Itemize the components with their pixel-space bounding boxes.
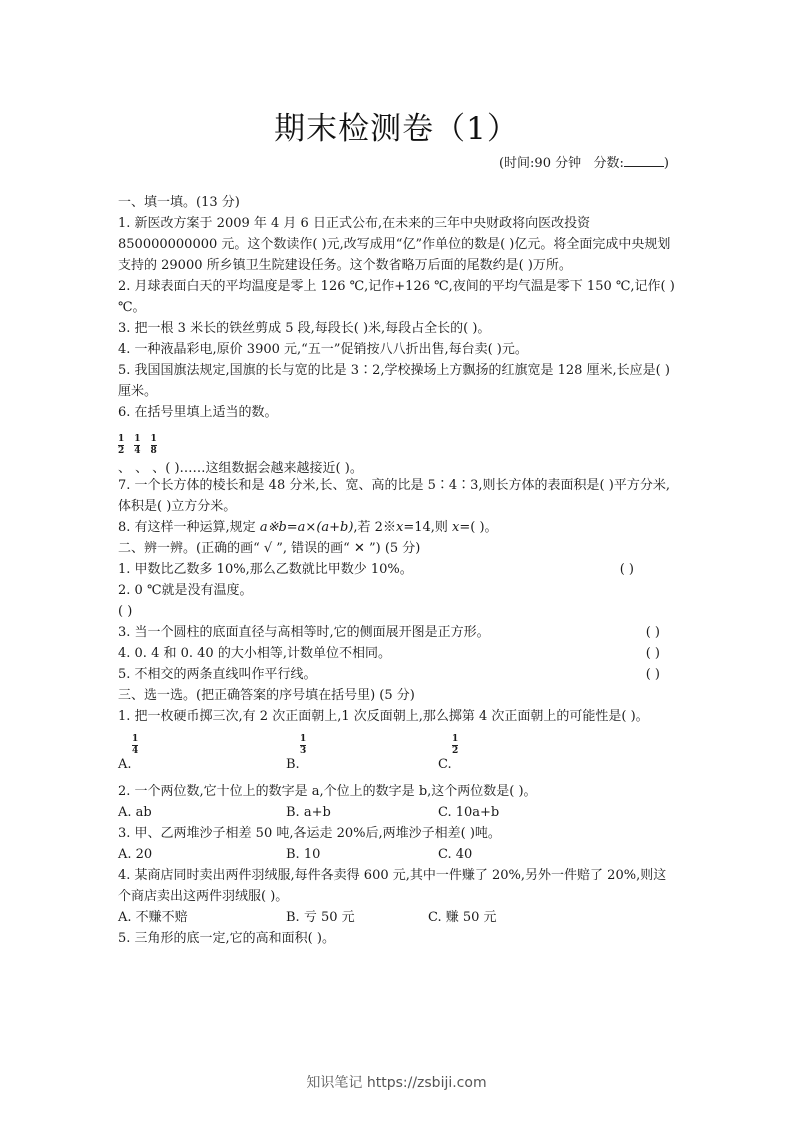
sequence-text: 、 、 、( )……这组数据会越来越接近( )。 — [118, 461, 363, 476]
option-c[interactable]: C. 赚 50 元 — [428, 910, 497, 925]
judge-1: 1. 甲数比乙数多 10%,那么乙数就比甲数少 10%。 ( ) — [118, 559, 678, 580]
choice-5: 5. 三角形的底一定,它的高和面积( )。 — [118, 931, 335, 946]
question-1-8: 8. 有这样一种运算,规定 a※b=a×(a+b),若 2※x=14,则 x=( )。 — [118, 520, 498, 535]
fraction-1-4: $\frac{1}{4}$ — [134, 434, 141, 456]
judge-4: 4. 0. 4 和 0. 40 的大小相等,计数单位不相同。 ( ) — [118, 643, 678, 664]
time-label: (时间:90 分钟 — [498, 156, 582, 171]
question-1-3: 3. 把一根 3 米长的铁丝剪成 5 段,每段长( )米,每段占全长的( )。 — [118, 321, 491, 336]
option-b[interactable]: B. 亏 50 元 — [286, 910, 355, 925]
section-3-heading: 三、选一选。(把正确答案的序号填在括号里) (5 分) — [118, 688, 415, 703]
fraction-1-2: $\frac{1}{2}$ — [118, 434, 125, 456]
option-c[interactable]: C. 10a+b — [438, 805, 500, 820]
choice-4: 4. 某商店同时卖出两件羽绒服,每件各卖得 600 元,其中一件赚了 20%,另外一件赔了 20%,则这个商店卖出这两件羽绒服( )。 — [118, 868, 667, 904]
score-label: 分数: — [593, 156, 624, 171]
question-1-7: 7. 一个长方体的棱长和是 48 分米,长、宽、高的比是 5∶4∶3,则长方体的表面积是( )平方分米,体积是( )立方分米。 — [118, 478, 670, 514]
choice-3: 3. 甲、乙两堆沙子相差 50 吨,各运走 20%后,两堆沙子相差( )吨。 — [118, 826, 501, 841]
choice-1: 1. 把一枚硬币掷三次,有 2 次正面朝上,1 次反面朝上,那么掷第 4 次正面朝上的可能性是( )。 — [118, 709, 649, 724]
question-1-1: 1. 新医改方案于 2009 年 4 月 6 日正式公布,在未来的三年中央财政将向医改投资 850000000000 元。这个数读作( )元,改写成用“亿”作单位的数是( )亿元。将全面完成中央规划支持的 29000 所乡镇卫生院建设任务。这个数省略万后面的尾数约是( )万所。 — [118, 216, 671, 273]
section-2-heading: 二、辨一辨。(正确的画“ √ ”, 错误的画“ ✕ ”) (5 分) — [118, 541, 421, 556]
judge-2-paren[interactable]: ( ) — [118, 604, 133, 619]
exam-body — [118, 192, 678, 949]
question-1-6: 6. 在括号里填上适当的数。 — [118, 405, 278, 420]
option-a[interactable]: A. 20 — [118, 847, 153, 862]
score-blank[interactable] — [624, 154, 664, 167]
question-1-4: 4. 一种液晶彩电,原价 3900 元,“五一”促销按八八折出售,每台卖( )元。 — [118, 342, 528, 357]
fraction-1-8: $\frac{1}{8}$ — [150, 434, 157, 456]
question-1-5: 5. 我国国旗法规定,国旗的长与宽的比是 3∶2,学校操场上方飘扬的红旗宽是 128 厘米,长应是( )厘米。 — [118, 363, 670, 399]
option-b[interactable]: B. 10 — [286, 847, 321, 862]
judge-2: 2. 0 ℃就是没有温度。 — [118, 583, 253, 598]
choice-1-options: A. 1 4 B. 1 3 C. 1 2 — [118, 734, 459, 772]
footer-watermark: 知识笔记 https://zsbiji.com — [306, 1075, 487, 1091]
choice-2: 2. 一个两位数,它十位上的数字是 a,个位上的数字是 b,这个两位数是( )。 — [118, 784, 537, 799]
judge-5: 5. 不相交的两条直线叫作平行线。 ( ) — [118, 664, 678, 685]
answer-paren[interactable]: ( ) — [645, 625, 660, 640]
answer-paren[interactable]: ( ) — [645, 667, 660, 682]
option-a[interactable]: A. 不赚不赔 — [118, 910, 188, 925]
choice-3-options — [118, 844, 678, 865]
exam-meta — [499, 152, 669, 171]
answer-paren[interactable]: ( ) — [619, 562, 634, 577]
section-1-heading: 一、填一填。(13 分) — [118, 195, 240, 210]
question-1-6-sequence — [118, 434, 678, 476]
fraction-sequence — [118, 435, 167, 456]
page-title: 期末检测卷（1） — [274, 111, 519, 147]
choice-2-options — [118, 802, 678, 823]
judge-3: 3. 当一个圆柱的底面直径与高相等时,它的侧面展开图是正方形。 ( ) — [118, 622, 678, 643]
option-b[interactable]: B. a+b — [286, 805, 331, 820]
option-a[interactable]: A. ab — [118, 805, 152, 820]
question-1-2: 2. 月球表面白天的平均温度是零上 126 ℃,记作+126 ℃,夜间的平均气温是零下 150 ℃,记作( )℃。 — [118, 279, 675, 315]
answer-paren[interactable]: ( ) — [645, 646, 660, 661]
choice-4-options — [118, 907, 678, 928]
option-c[interactable]: C. 40 — [438, 847, 473, 862]
meta-close: ) — [663, 156, 669, 171]
